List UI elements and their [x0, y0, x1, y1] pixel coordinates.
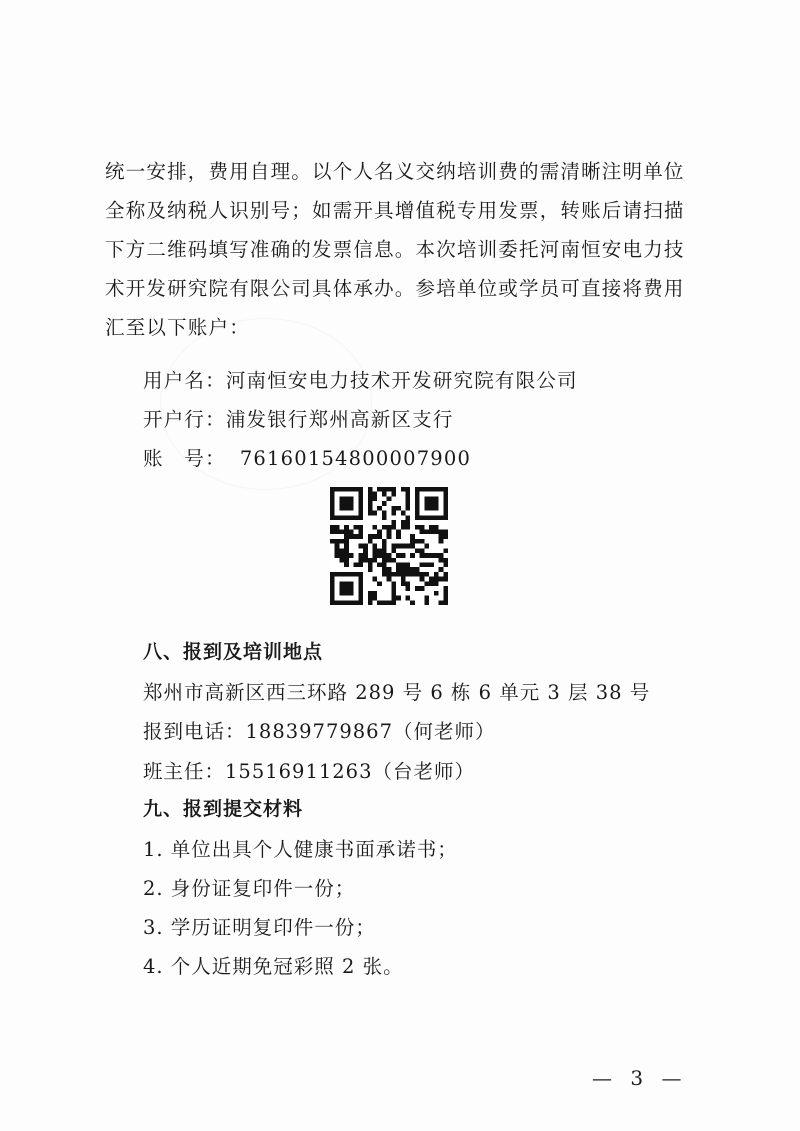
material-item: 1. 单位出具个人健康书面承诺书； [143, 838, 458, 861]
paragraph-line: 统一安排，费用自理。以个人名义交纳培训费的需清晰注明单位 [105, 160, 685, 183]
registration-phone: 报到电话：18839779867（何老师） [143, 720, 496, 743]
account-number-value: 76160154800007900 [239, 447, 472, 470]
section-9-heading: 九、报到提交材料 [143, 798, 304, 820]
section-8-heading: 八、报到及培训地点 [143, 641, 324, 663]
paragraph-line: 下方二维码填写准确的发票信息。本次培训委托河南恒安电力技 [105, 238, 685, 261]
material-item: 4. 个人近期免冠彩照 2 张。 [143, 955, 404, 978]
training-address: 郑州市高新区西三环路 289 号 6 栋 6 单元 3 层 38 号 [143, 681, 651, 704]
account-name-value: 河南恒安电力技术开发研究院有限公司 [225, 369, 578, 392]
paragraph-line: 全称及纳税人识别号；如需开具增值税专用发票，转账后请扫描 [105, 199, 685, 222]
account-bank-value: 浦发银行郑州高新区支行 [225, 408, 454, 431]
account-bank-row [143, 404, 454, 432]
page-number: — 3 — [592, 1066, 688, 1090]
qr-code-icon[interactable] [330, 487, 448, 605]
account-number-row [143, 443, 471, 471]
material-item: 3. 学历证明复印件一份； [143, 916, 376, 939]
class-teacher-phone: 班主任：15516911263（台老师） [143, 760, 475, 783]
paragraph-line: 汇至以下账户： [105, 316, 250, 339]
account-name-label: 用户名： [143, 369, 226, 392]
paragraph-line: 术开发研究院有限公司具体承办。参培单位或学员可直接将费用 [105, 277, 685, 300]
account-name-row [143, 365, 578, 393]
account-bank-label: 开户行： [143, 408, 226, 431]
account-number-label: 账 号： [143, 447, 226, 470]
material-item: 2. 身份证复印件一份； [143, 877, 356, 900]
fee-paragraph [105, 152, 705, 347]
